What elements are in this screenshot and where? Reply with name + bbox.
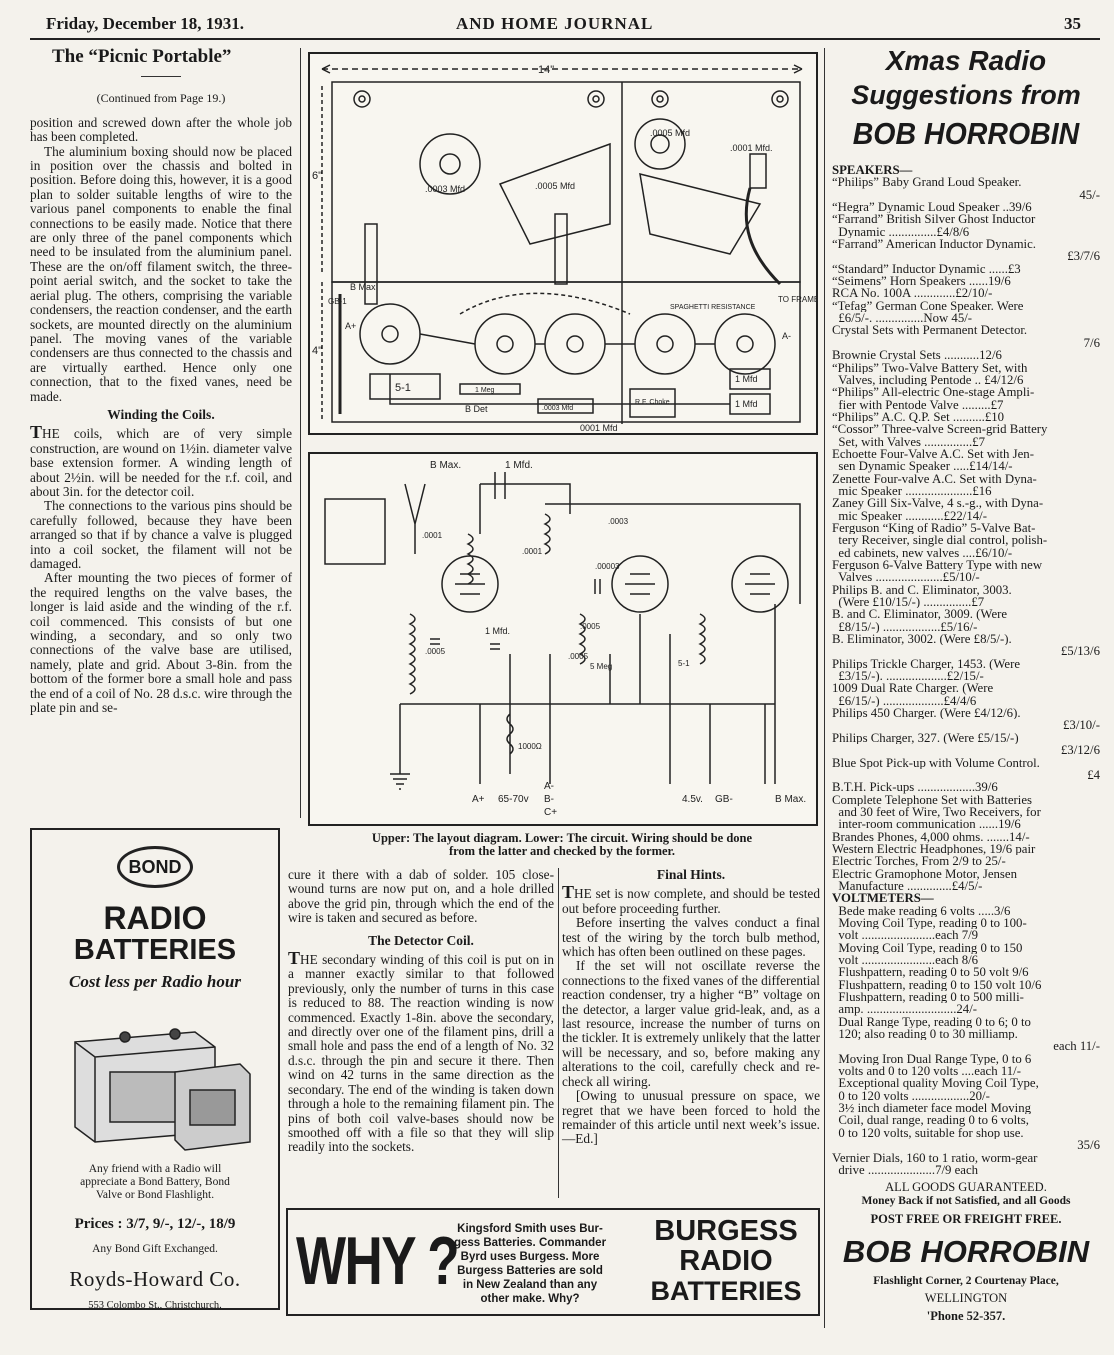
- circuit-label: 65-70v: [498, 794, 529, 805]
- component-label: A+: [345, 321, 357, 331]
- product-list-line: 120; also reading 0 to 30 milliamp.: [832, 1028, 1018, 1041]
- product-list-line: VOLTMETERS—: [832, 892, 934, 905]
- address-line: Flashlight Corner, 2 Courtenay Place,: [873, 1275, 1059, 1287]
- product-list-line: Moving Coil Type, reading 0 to 100-: [832, 916, 1027, 930]
- component-label: TO FRAME: [778, 295, 816, 304]
- product-list-line: Moving Coil Type, reading 0 to 150: [832, 941, 1023, 954]
- product-list-line: B.T.H. Pick-ups ..................39/6: [832, 781, 998, 794]
- component-label: B Det: [465, 404, 488, 414]
- circuit-label: B Max.: [430, 460, 462, 471]
- product-list-line: Moving Iron Dual Range Type, 0 to 6: [832, 1052, 1032, 1066]
- title-rule: [141, 76, 181, 77]
- product-list-line: Western Electric Headphones, 19/6 pair: [832, 842, 1036, 856]
- article-paragraph: [Owing to unusual pressure on space, we regret that we have been forced to hold the remainder of this article until next week’s issue.—Ed.]: [562, 1088, 820, 1147]
- product-list-line: Bede make reading 6 volts .....3/6: [832, 904, 1011, 917]
- post-free-line: POST FREE OR FREIGHT FREE.: [870, 1212, 1062, 1226]
- article-paragraph: cure it there with a dab of solder. 105 close-wound turns are now put on, and a hole drilled above the grid pin, through which the end of the wire is taken and secured as before.: [288, 867, 554, 926]
- ad-headline: Xmas Radio: [885, 45, 1047, 76]
- battery-illustration: [55, 1002, 255, 1152]
- product-list-line: Manufacture ..............£4/5/-: [832, 879, 983, 893]
- product-list-line: 1009 Dual Rate Charger. (Were: [832, 682, 994, 695]
- product-list-line: “Tefag” German Cone Speaker. Were: [832, 299, 1024, 313]
- circuit-label: B-: [544, 794, 554, 805]
- circuit-label: .0005: [425, 647, 446, 656]
- burgess-brand: [640, 1216, 812, 1306]
- article-title: The “Picnic Portable”: [52, 46, 232, 67]
- ad-headline: Suggestions from: [851, 80, 1081, 110]
- ad-brand-name: BOB HORROBIN: [842, 1234, 1090, 1269]
- circuit-label: 1000Ω: [518, 742, 542, 751]
- burgess-copy: [426, 1222, 634, 1306]
- product-list-line: “Farrand” British Silver Ghost Inductor: [832, 213, 1036, 226]
- section-heading: Winding the Coils.: [107, 406, 215, 422]
- product-list-line: Vernier Dials, 160 to 1 ratio, worm-gear: [832, 1151, 1038, 1164]
- product-list-line: B. and C. Eliminator, 3009. (Were: [832, 608, 1008, 621]
- product-list-line: Philips Trickle Charger, 1453. (Were: [832, 657, 1021, 671]
- circuit-label: .0005: [568, 652, 589, 661]
- article-paragraph: The connections to the various pins should be carefully followed, because they have been arranged so that if by chance a valve is plugged into a coil socket, the filament will not be damaged.: [30, 498, 292, 571]
- product-list-line: Brownie Crystal Sets ...........12/6: [832, 349, 1002, 362]
- article-paragraph: THE secondary winding of this coil is put on in a manner exactly similar to that followed previously, only the number of turns in this case is reduced to 88. The reaction winding is now commenced. Exactly 1-8in. above the secondary, and directly over one of the filament pins, drill a small hole and pass the end of a length of No. 32 d.s.c. through the pin and secure it there. Then wind on 42 turns in the same direction as the secondary. The end of the winding is taken down through a hole to the remaining filament pin. The pins of both coil valve-bases should now be smoothed off with a file so that they will slip readily into the sockets.: [288, 948, 554, 1155]
- ad-headline: BATTERIES: [73, 934, 237, 966]
- product-list-line: 7/6: [1083, 336, 1100, 350]
- bond-logo: BOND: [117, 846, 193, 888]
- product-list-line: “Philips” All-electric One-stage Ampli-: [832, 386, 1035, 399]
- product-list-line: SPEAKERS—: [832, 164, 913, 177]
- ad-tagline: Cost less per Radio hour: [69, 972, 241, 991]
- product-list-line: 3½ inch diameter face model Moving: [832, 1102, 1032, 1115]
- product-list-line: Ferguson “King of Radio” 5-Valve Bat-: [832, 521, 1036, 535]
- ad-line: gess Batteries. Commander: [453, 1237, 607, 1249]
- product-list-line: Brandes Phones, 4,000 ohms. .......14/-: [832, 830, 1030, 843]
- ad-line: Byrd uses Burgess. More: [460, 1251, 600, 1263]
- component-label: 5-1: [395, 382, 411, 394]
- product-list-line: Valves, including Pentode .. £4/12/6: [832, 373, 1024, 387]
- product-list-line: Philips 450 Charger. (Were £4/12/6).: [832, 707, 1021, 720]
- circuit-label: 5-1: [678, 659, 690, 668]
- product-list-line: £5/13/6: [1060, 645, 1100, 658]
- brand-line: BATTERIES: [650, 1276, 802, 1306]
- publication-title: AND HOME JOURNAL: [456, 14, 654, 33]
- product-list-line: and 30 feet of Wire, Two Receivers, for: [832, 805, 1041, 819]
- product-list-line: Exceptional quality Moving Coil Type,: [832, 1077, 1039, 1090]
- circuit-label: 1 Mfd.: [505, 460, 533, 471]
- product-list-line: (Were £10/15/-) ...............£7: [832, 596, 985, 609]
- caption-line: Upper: The layout diagram. Lower: The circuit. Wiring should be done: [371, 831, 753, 845]
- product-list-line: “Farrand” American Inductor Dynamic.: [832, 238, 1036, 251]
- product-list-line: “Hegra” Dynamic Loud Speaker ..39/6: [832, 201, 1032, 214]
- article-paragraph: Before inserting the valves conduct a final test of the wiring by the torch bulb method, which has often been outlined on these pages.: [562, 915, 820, 960]
- product-list-line: £3/10/-: [1063, 719, 1100, 732]
- circuit-label: .0001: [422, 531, 443, 540]
- product-list-line: Flushpattern, reading 0 to 500 milli-: [832, 991, 1024, 1004]
- product-list-line: each 11/-: [1053, 1040, 1100, 1053]
- circuit-label: 4.5v.: [682, 794, 703, 805]
- horrobin-ad: [832, 44, 1100, 1176]
- figure-caption: [300, 832, 824, 858]
- product-list-line: volt .......................each 7/9: [832, 929, 979, 942]
- product-list-line: “Cossor” Three-valve Screen-grid Battery: [832, 423, 1048, 436]
- component-label: SPAGHETTI RESISTANCE: [670, 304, 756, 311]
- product-list-line: Valves .....................£5/10/-: [832, 571, 980, 584]
- why-headline: WHY ?: [296, 1223, 459, 1299]
- ad-line: Valve or Bond Flashlight.: [95, 1189, 215, 1201]
- circuit-label: .00003: [595, 562, 620, 571]
- product-list-line: 35/6: [1077, 1139, 1100, 1152]
- component-label: 1 Meg: [475, 387, 495, 394]
- component-label: .0003 Mfd: [542, 405, 574, 412]
- horrobin-footer: [826, 1180, 1106, 1323]
- circuit-label: A-: [544, 781, 554, 792]
- product-list-line: £3/15/-). ...................£2/15/-: [832, 670, 984, 683]
- product-list-line: Set, with Valves ...............£7: [832, 435, 985, 448]
- product-list-line: Dual Range Type, reading 0 to 6; 0 to: [832, 1015, 1031, 1029]
- product-list-line: ed cabinets, new valves ....£6/10/-: [832, 546, 1013, 559]
- circuit-diagram-drawing: [310, 454, 816, 824]
- circuit-label: A+: [472, 794, 485, 805]
- circuit-label: 5 Meg: [590, 662, 613, 671]
- caption-line: from the latter and checked by the former.: [448, 844, 676, 858]
- product-list-line: volt .......................each 8/6: [832, 954, 979, 967]
- component-label: R.F. Choke: [635, 399, 670, 406]
- product-list-line: “Standard” Inductor Dynamic ......£3: [832, 262, 1021, 276]
- product-list-line: B. Eliminator, 3002. (Were £8/5/-).: [832, 633, 1012, 646]
- product-list-line: Electric Gramophone Motor, Jensen: [832, 867, 1017, 880]
- product-list-line: Philips Charger, 327. (Were £5/15/-): [832, 731, 1019, 745]
- product-list-line: inter-room communication ......19/6: [832, 818, 1021, 831]
- circuit-label: GB-: [715, 794, 733, 805]
- product-list-line: £4: [1087, 768, 1100, 782]
- ad-prices: Prices : 3/7, 9/-, 12/-, 18/9: [74, 1216, 236, 1232]
- product-list-line: Coil, dual range, reading 0 to 6 volts,: [832, 1114, 1029, 1127]
- product-list-line: tery Receiver, single dial control, polish-: [832, 534, 1048, 547]
- article-paragraph: After mounting the two pieces of former of the required lengths on the valve bases, the longer is laid aside and the winding of the r.f. coil commenced. This consists of but one winding, a secondary, and so only two connections of the valve base are utilised, namely, plate and grid. About 3-8in. from the bottom of the former bore a small hole and pass the end of a coil of No. 28 d.s.c. wire through the plate pin and se-: [30, 570, 292, 716]
- product-list-line: Echoette Four-Valve A.C. Set with Jen-: [832, 447, 1034, 461]
- article-column-right: [562, 868, 820, 1147]
- article-paragraph: position and screwed down after the whole job has been completed.: [30, 114, 292, 145]
- ad-line: appreciate a Bond Battery, Bond: [80, 1176, 230, 1188]
- product-list-line: 0 to 120 volts, suitable for shop use.: [832, 1126, 1024, 1140]
- column-divider: [300, 48, 301, 818]
- dim-width-label: 14": [538, 64, 555, 76]
- article-paragraph: THE coils, which are of very simple construction, are wound on 1½in. diameter valve base extension former. A winding length of about 2½in. will be needed for the r.f. coil, and about 3in. for the detector coil.: [30, 422, 292, 499]
- money-back-line: Money Back if not Satisfied, and all Goods: [861, 1195, 1071, 1207]
- header-rule: [30, 38, 1100, 40]
- product-list-line: mic Speaker ............£22/14/-: [832, 509, 987, 522]
- component-label: .0001 Mfd.: [730, 143, 773, 153]
- article-paragraph: THE set is now complete, and should be tested out before proceeding further.: [562, 882, 820, 916]
- component-label: B Max: [350, 282, 376, 292]
- burgess-battery-ad: [286, 1208, 820, 1316]
- component-label: 1 Mfd: [735, 399, 758, 409]
- circuit-diagram: [308, 452, 818, 826]
- component-label: .0005 Mfd: [535, 181, 576, 191]
- product-list-line: £6/5/-. ...............Now 45/-: [832, 312, 973, 325]
- ad-line: Kingsford Smith uses Bur-: [457, 1223, 603, 1235]
- product-list-line: 45/-: [1079, 188, 1100, 202]
- product-list-line: mic Speaker .....................£16: [832, 484, 992, 498]
- product-list-line: sen Dynamic Speaker .....£14/14/-: [832, 460, 1013, 473]
- component-label: A-: [782, 331, 791, 341]
- product-list-line: Electric Torches, From 2/9 to 25/-: [832, 855, 1006, 868]
- dim-height-label: 4": [312, 345, 323, 357]
- ad-line: Burgess Batteries are sold: [457, 1265, 603, 1277]
- column-divider: [824, 48, 825, 1328]
- product-list-line: £8/15/-) ..................£5/16/-: [832, 620, 978, 634]
- circuit-label: B Max.: [775, 794, 807, 805]
- page-date: Friday, December 18, 1931.: [46, 14, 244, 33]
- ad-company: Royds-Howard Co.: [69, 1267, 241, 1291]
- product-list-line: Zaney Gill Six-Valve, 4 s.-g., with Dyna-: [832, 497, 1044, 510]
- product-list-line: Blue Spot Pick-up with Volume Control.: [832, 756, 1040, 769]
- product-list-line: Flushpattern, reading 0 to 150 volt 10/6: [832, 978, 1042, 992]
- section-heading: Final Hints.: [656, 867, 726, 882]
- product-list-line: drive .....................7/9 each: [832, 1163, 979, 1177]
- layout-diagram: [308, 52, 818, 435]
- section-heading: The Detector Coil.: [368, 932, 474, 948]
- dim-height-label: 6": [312, 170, 323, 182]
- circuit-label: .0001: [522, 547, 543, 556]
- circuit-label: 1 Mfd.: [485, 626, 511, 636]
- product-list-line: Ferguson 6-Valve Battery Type with new: [832, 559, 1043, 572]
- product-list-line: Crystal Sets with Permanent Detector.: [832, 324, 1028, 337]
- circuit-label: .0003: [608, 517, 629, 526]
- ad-address: 553 Colombo St., Christchurch.: [88, 1300, 222, 1311]
- product-list-line: 0 to 120 volts ..................20/-: [832, 1089, 990, 1103]
- ad-line: other make. Why?: [480, 1293, 580, 1305]
- guarantee-line: ALL GOODS GUARANTEED.: [885, 1180, 1047, 1194]
- ad-exchange: Any Bond Gift Exchanged.: [92, 1243, 218, 1255]
- page-number: 35: [1064, 14, 1081, 33]
- product-list-line: Zenette Four-valve A.C. Set with Dyna-: [832, 472, 1037, 485]
- ad-line: Any friend with a Radio will: [88, 1163, 222, 1175]
- brand-line: RADIO: [679, 1245, 773, 1277]
- product-list-line: Flushpattern, reading 0 to 50 volt 9/6: [832, 966, 1029, 979]
- article-column-mid: [288, 868, 554, 1155]
- brand-line: BURGESS: [654, 1215, 798, 1247]
- product-list-line: £3/12/6: [1060, 744, 1100, 757]
- address-line: WELLINGTON: [924, 1291, 1008, 1305]
- product-list-line: £6/15/-) ...................£4/4/6: [832, 694, 977, 708]
- article-column-left: [30, 46, 292, 716]
- phone-line: 'Phone 52-357.: [926, 1309, 1006, 1323]
- continued-note: (Continued from Page 19.): [96, 91, 226, 106]
- ad-body: [32, 1163, 278, 1202]
- layout-diagram-drawing: [310, 54, 816, 433]
- product-list-line: fier with Pentode Valve .........£7: [832, 398, 1004, 411]
- ad-line: in New Zealand than any: [462, 1279, 598, 1291]
- component-label: GB-1: [328, 297, 347, 306]
- column-divider: [558, 868, 559, 1198]
- ad-brand-name: BOB HORROBIN: [852, 116, 1080, 151]
- product-list-line: Dynamic ...............£4/8/6: [832, 225, 970, 239]
- product-list-line: Complete Telephone Set with Batteries: [832, 793, 1033, 806]
- product-list-line: “Philips” Baby Grand Loud Speaker.: [832, 176, 1022, 189]
- product-list-line: RCA No. 100A .............£2/10/-: [832, 287, 993, 300]
- ad-headline: RADIO: [103, 900, 207, 936]
- circuit-label: .0005: [580, 622, 601, 631]
- product-list-line: “Philips” A.C. Q.P. Set ..........£10: [832, 410, 1005, 424]
- product-list-line: “Seimens” Horn Speakers ......19/6: [832, 275, 1011, 288]
- product-list-line: “Philips” Two-Valve Battery Set, with: [832, 361, 1028, 374]
- component-label: 1 Mfd: [735, 374, 758, 384]
- article-paragraph: If the set will not oscillate reverse the connections to the fixed vanes of the differential reaction condenser, try a higher “B” voltage on the detector, a larger value grid-leak, and, as a last resource, increase the number of turns on the tickler. It is extremely unlikely that the latter will be necessary, and so, before making any alterations to the coil, carefully check and re-check all wiring.: [562, 958, 820, 1089]
- product-list-line: Philips B. and C. Eliminator, 3003.: [832, 583, 1012, 597]
- article-paragraph: The aluminium boxing should now be placed in position over the chassis and bolted in position. Before doing this, however, it is a good plan to solder suitable lengths of wire to the various panel components to enable the final connections to be easily made. Notice that there are only three of the panel components which need to be insulated from the aluminium panel. These are the on/off filament switch, the three-point aerial switch, and the socket to take the aerial plug. The others, comprising the variable condensers, the reaction condenser, and the earth sockets, are mounted directly on the aluminium panel. The moving vanes of the variable condensers are thus connected to the chassis and are virtually earthed. Hence only one connection, that to the fixed vanes, need be made.: [30, 143, 292, 404]
- component-label: .0003 Mfd: [425, 184, 466, 194]
- circuit-label: C+: [544, 807, 558, 818]
- product-list-line: volts and 0 to 120 volts ....each 11/-: [832, 1065, 1021, 1078]
- component-label: 0001 Mfd: [580, 423, 618, 433]
- component-label: .0005 Mfd: [650, 128, 691, 138]
- product-list-line: amp. ............................24/-: [832, 1003, 978, 1016]
- bond-battery-ad: [30, 828, 280, 1310]
- product-list-line: £3/7/6: [1067, 250, 1100, 263]
- product-list: [832, 164, 1100, 1176]
